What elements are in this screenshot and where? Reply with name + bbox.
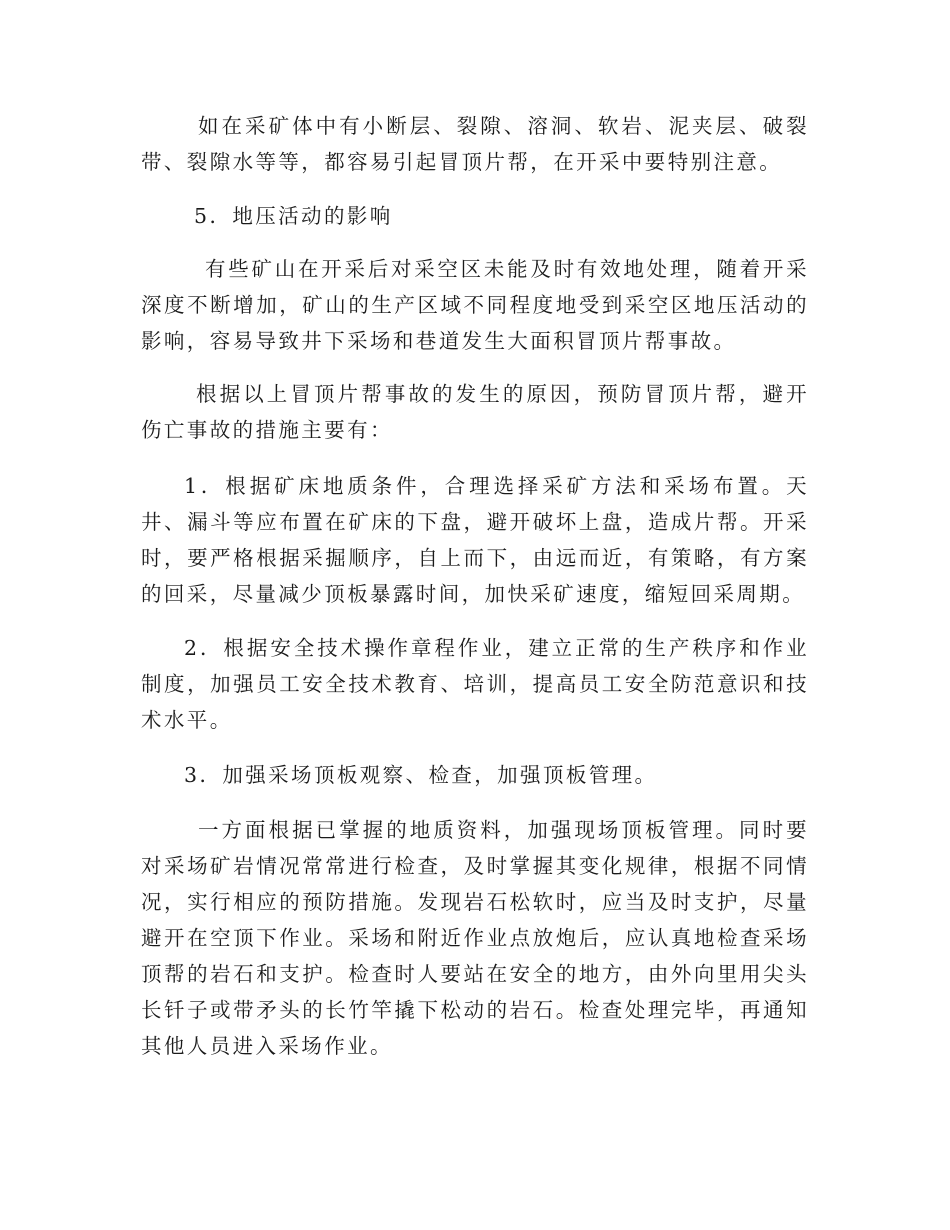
paragraph-roof-inspection: 一方面根据已掌握的地质资料，加强现场顶板管理。同时要对采场矿岩情况常常进行检查，及时掌握其变化规律，根据不同情况，实行相应的预防措施。发现岩石松软时，应当及时支护，尽量避开在空顶下作业。采场和附近作业点放炮后，应认真地检查采场顶帮的岩石和支护。检查时人要站在安全的地方，由外向里用尖头长钎子或带矛头的长竹竿撬下松动的岩石。检查处理完毕，再通知其他人员进入采场作业。 — [141, 818, 809, 1058]
section-heading-ground-pressure: 5．地压活动的影响 — [194, 204, 393, 228]
measure-item-3: 3．加强采场顶板观察、检查，加强顶板管理。 — [184, 763, 658, 787]
measure-item-2: 2．根据安全技术操作章程作业，建立正常的生产秩序和作业制度，加强员工安全技术教育、培训，提高员工安全防范意识和技术水平。 — [141, 636, 809, 732]
paragraph-geology-hazards: 如在采矿体中有小断层、裂隙、溶洞、软岩、泥夹层、破裂带、裂隙水等等，都容易引起冒顶片帮，在开采中要特别注意。 — [141, 114, 809, 174]
paragraph-ground-pressure: 有些矿山在开采后对采空区未能及时有效地处理，随着开采深度不断增加，矿山的生产区域不同程度地受到采空区地压活动的影响，容易导致井下采场和巷道发生大面积冒顶片帮事故。 — [141, 257, 809, 353]
paragraph-measures-intro: 根据以上冒顶片帮事故的发生的原因，预防冒顶片帮，避开伤亡事故的措施主要有： — [141, 382, 809, 442]
measure-item-1: 1．根据矿床地质条件，合理选择采矿方法和采场布置。天井、漏斗等应布置在矿床的下盘，避开破坏上盘，造成片帮。开采时，要严格根据采掘顺序，自上而下，由远而近，有策略，有方案的回采，尽量减少顶板暴露时间，加快采矿速度，缩短回采周期。 — [141, 474, 809, 606]
